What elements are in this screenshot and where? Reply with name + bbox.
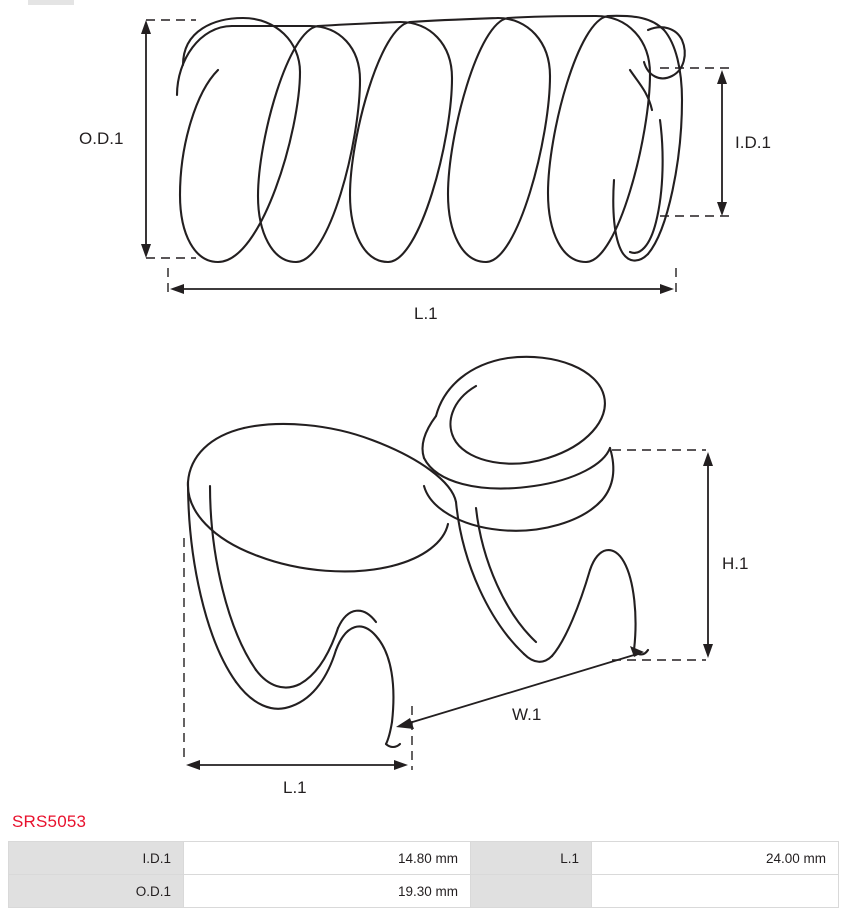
spec-value-empty [592,875,839,908]
spec-key-l1: L.1 [471,842,592,875]
label-width: W.1 [512,705,542,724]
label-length-bottom: L.1 [283,778,307,797]
bottom-view-extension-lines [184,450,706,770]
label-outer-diameter: O.D.1 [79,129,124,148]
part-number: SRS5053 [12,812,87,831]
label-length-top: L.1 [414,304,438,323]
top-view-extension-lines [146,20,730,292]
specification-table [8,841,839,908]
bottom-view-dimension-arrows [186,452,713,770]
spec-value-od1: 19.30 mm [184,875,471,908]
label-inner-diameter: I.D.1 [735,133,771,152]
label-height: H.1 [722,554,749,573]
spec-value-l1: 24.00 mm [592,842,839,875]
spec-key-empty [471,875,592,908]
table-row [9,875,839,908]
coil-spring-perspective-view [188,357,648,747]
spec-value-id1: 14.80 mm [184,842,471,875]
table-row [9,842,839,875]
coil-spring-side-view [177,16,685,262]
spec-key-od1: O.D.1 [9,875,184,908]
spec-key-id1: I.D.1 [9,842,184,875]
